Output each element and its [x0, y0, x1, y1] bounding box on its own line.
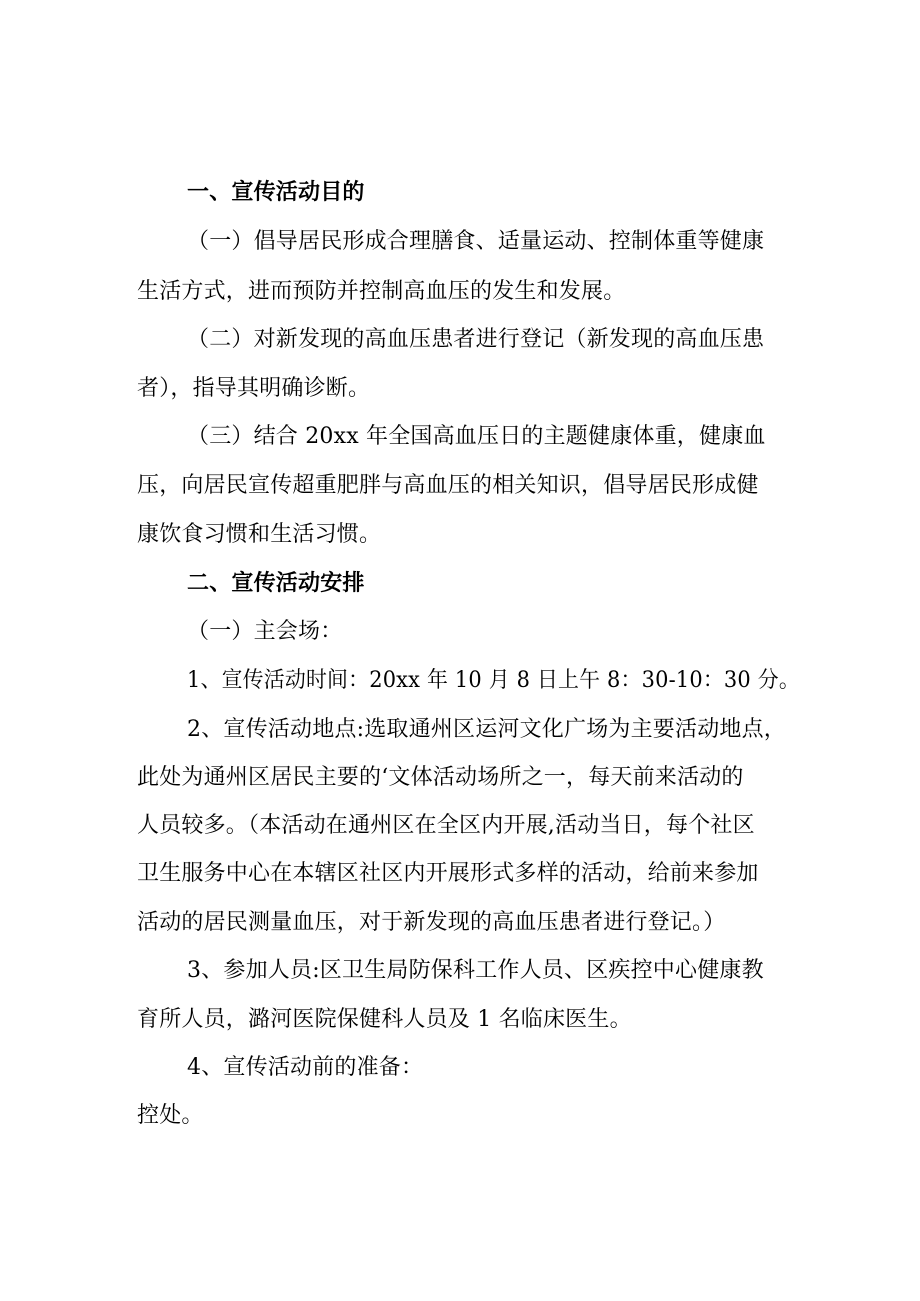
section1-item3-line1: （三）结合 20xx 年全国高血压日的主题健康体重，健康血 [187, 424, 766, 449]
section1-heading: 一、宣传活动目的 [187, 179, 365, 205]
section2-sub1: （一）主会场： [187, 619, 343, 644]
section2-point3-line1: 3、参加人员:区卫生局防保科工作人员、区疾控中心健康教 [187, 958, 764, 983]
section2-point3-line2: 育所人员，潞河医院保健科人员及 1 名临床医生。 [137, 1007, 632, 1032]
section2-point4: 4、宣传活动前的准备： [187, 1055, 424, 1080]
section1-item3-line3: 康饮食习惯和生活习惯。 [137, 522, 382, 547]
section1-item3-line2: 压，向居民宣传超重肥胖与高血压的相关知识，倡导居民形成健 [137, 473, 759, 498]
section2-point2-line1: 2、宣传活动地点:选取通州区运河文化广场为主要活动地点， [187, 717, 787, 742]
section2-tail: 控处。 [137, 1103, 204, 1128]
section1-item1-line1: （一）倡导居民形成合理膳食、适量运动、控制体重等健康 [187, 229, 765, 254]
section2-point2-line5: 活动的居民测量血压，对于新发现的高血压患者进行登记。） [137, 910, 726, 935]
section1-item2-line1: （二）对新发现的高血压患者进行登记（新发现的高血压患 [187, 327, 765, 352]
section2-point2-line4: 卫生服务中心在本辖区社区内开展形式多样的活动，给前来参加 [137, 861, 759, 886]
section1-item1-line2: 生活方式，进而预防并控制高血压的发生和发展。 [137, 279, 626, 304]
section2-point2-line2: 此处为通州区居民主要的‘文体活动场所之一，每天前来活动的 [137, 765, 744, 790]
section2-point1: 1、宣传活动时间：20xx 年 10 月 8 日上午 8：30-10：30 分。 [187, 668, 800, 693]
section2-heading: 二、宣传活动安排 [187, 570, 365, 596]
section2-point2-line3: 人员较多。（本活动在通州区在全区内开展,活动当日，每个社区 [137, 813, 755, 838]
section1-item2-line2: 者），指导其明确诊断。 [137, 376, 371, 401]
